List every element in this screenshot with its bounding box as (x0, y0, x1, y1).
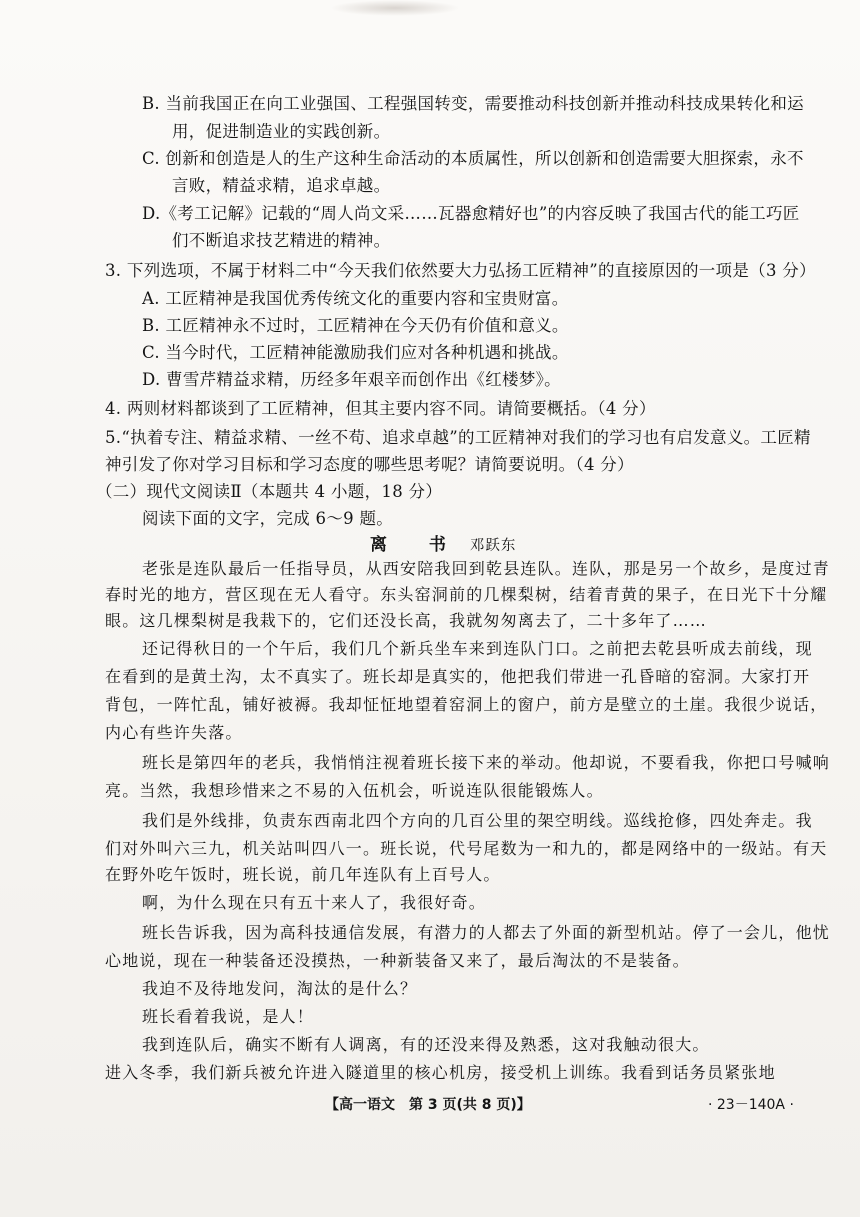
story-line: 班长看着我说，是人！ (142, 1007, 315, 1026)
story-line: 我迫不及待地发问，淘汰的是什么？ (142, 979, 418, 998)
story-line: 班长是第四年的老兵，我悄悄注视着班长接下来的举动。他却说，不要看我，你把口号喊响 (142, 753, 831, 772)
q3-option-b: B. 工匠精神永不过时，工匠精神在今天仍有价值和意义。 (142, 316, 569, 335)
story-line: 眼。这几棵梨树是我栽下的，它们还没长高，我就匆匆离去了，二十多年了…… (105, 611, 708, 630)
page-number-label: 【高一语文 第 3 页(共 8 页)】 (325, 1097, 531, 1113)
q3-option-a: A. 工匠精神是我国优秀传统文化的重要内容和宝贵财富。 (142, 289, 569, 308)
q2-option-c-line1: C. 创新和创造是人的生产这种生命活动的本质属性，所以创新和创造需要大胆探索，永不 (142, 149, 804, 168)
q2-option-c-line2: 言败，精益求精，追求卓越。 (172, 176, 391, 195)
story-line: 我到连队后，确实不断有人调离，有的还没来得及熟悉，这对我触动很大。 (142, 1035, 710, 1054)
story-line: 心地说，现在一种装备还没摸热，一种新装备又来了，最后淘汰的不是装备。 (105, 951, 690, 970)
q2-option-b-line1: B. 当前我国正在向工业强国、工程强国转变，需要推动科技创新并推动科技成果转化和运 (142, 94, 804, 113)
story-line: 进入冬季，我们新兵被允许进入隧道里的核心机房，接受机上训练。我看到话务员紧张地 (105, 1063, 776, 1082)
story-line: 背包，一阵忙乱，铺好被褥。我却怔怔地望着窑洞上的窗户，前方是壁立的土崖。我很少说话， (105, 695, 828, 714)
story-author: 邓跃东 (469, 538, 517, 554)
q4-stem: 4. 两则材料都谈到了工匠精神，但其主要内容不同。请简要概括。（4 分） (105, 399, 656, 418)
q2-option-d-line2: 们不断追求技艺精进的精神。 (172, 231, 391, 250)
story-line: 春时光的地方，营区现在无人看守。东头窑洞前的几棵梨树，结着青黄的果子，在日光下十分耀 (105, 585, 828, 604)
q5-line2: 神引发了你对学习目标和学习态度的哪些思考呢？请简要说明。（4 分） (105, 455, 634, 474)
section2-instruction: 阅读下面的文字，完成 6～9 题。 (142, 509, 394, 528)
story-line: 还记得秋日的一个午后，我们几个新兵坐车来到连队门口。之前把去乾县听成去前线，现 (142, 639, 813, 658)
q3-option-c: C. 当今时代，工匠精神能激励我们应对各种机遇和挑战。 (142, 343, 569, 362)
q5-line1: 5.“执着专注、精益求精、一丝不苟、追求卓越”的工匠精神对我们的学习也有启发意义。工匠精 (105, 428, 811, 447)
story-line: 啊，为什么现在只有五十来人了，我很好奇。 (142, 893, 487, 912)
q2-option-b-line2: 用，促进制造业的实践创新。 (172, 122, 391, 141)
story-title (370, 530, 516, 555)
story-line: 老张是连队最后一任指导员，从西安陪我回到乾县连队。连队，那是另一个故乡，是度过青 (142, 559, 831, 578)
q3-stem: 3. 下列选项，不属于材料二中“今天我们依然要大力弘扬工匠精神”的直接原因的一项是（3 分） (105, 261, 816, 280)
story-line: 在看到的是黄土沟，太不真实了。班长却是真实的，他把我们带进一孔昏暗的窑洞。大家打开 (105, 667, 811, 686)
story-line: 在野外吃午饭时，班长说，前几年连队有上百号人。 (105, 865, 501, 884)
story-line: 我们是外线排，负责东西南北四个方向的几百公里的架空明线。巡线抢修，四处奔走。我 (142, 811, 813, 830)
q2-option-d-line1: D.《考工记解》记载的“周人尚文采……瓦器愈精好也”的内容反映了我国古代的能工巧匠 (142, 204, 800, 223)
section2-heading: （二）现代文阅读Ⅱ（本题共 4 小题，18 分） (96, 482, 443, 501)
story-line: 内心有些许失落。 (105, 723, 243, 742)
q3-option-d: D. 曹雪芹精益求精，历经多年艰辛而创作出《红楼梦》。 (142, 370, 561, 389)
story-title-text: 离 书 (370, 535, 464, 555)
story-line: 们对外叫六三九，机关站叫四八一。班长说，代号尾数为一和九的，都是网络中的一级站。有天 (105, 839, 828, 858)
story-line: 班长告诉我，因为高科技通信发展，有潜力的人都去了外面的新型机站。停了一会儿，他忧 (142, 923, 831, 942)
scan-smudge (330, 0, 460, 16)
exam-code: · 23－140A · (708, 1097, 794, 1113)
story-line: 亮。当然，我想珍惜来之不易的入伍机会，听说连队很能锻炼人。 (105, 781, 604, 800)
